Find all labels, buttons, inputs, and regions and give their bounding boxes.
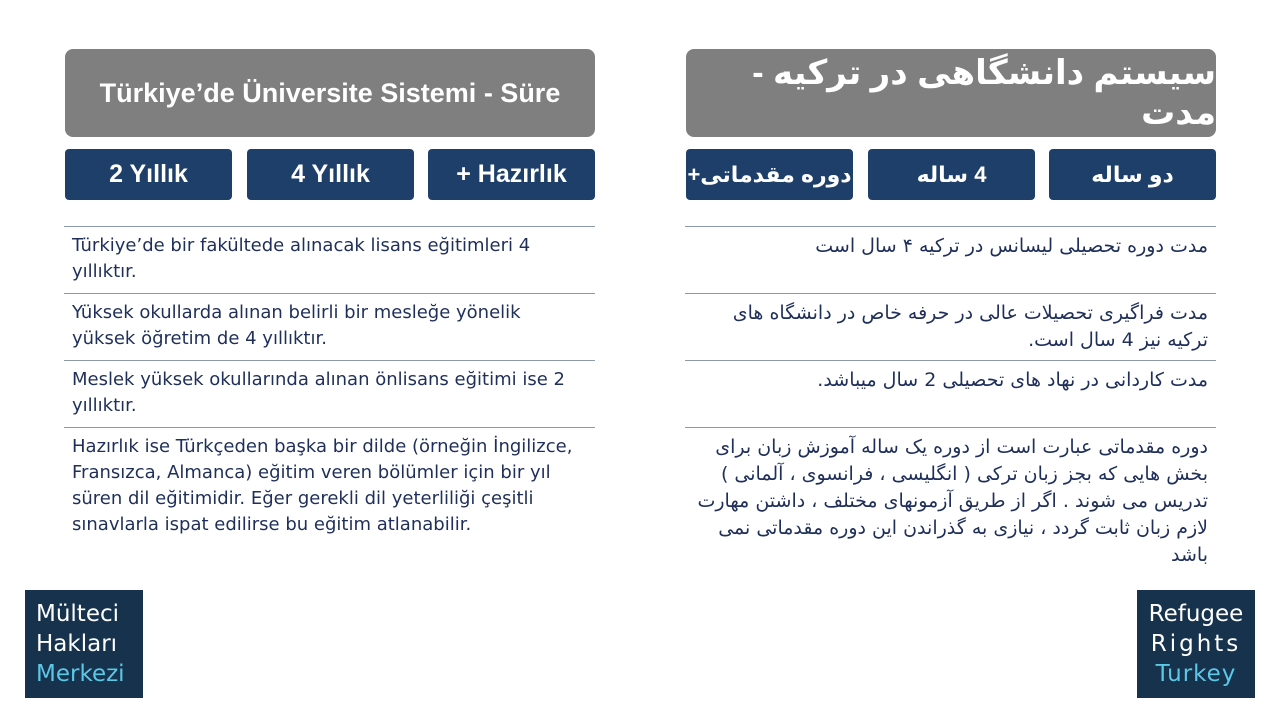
logo-line: Mülteci [36, 601, 120, 627]
tag-4-year: 4 ساله [868, 149, 1035, 200]
tag-2-year: دو ساله [1049, 149, 1216, 200]
table-row: Türkiye’de bir fakültede alınacak lisans eğitimleri 4 yıllıktır. [64, 226, 595, 293]
tag-hazirlik: + Hazırlık [428, 149, 595, 200]
logo-line: Hakları [36, 631, 118, 657]
logo-line: Turkey [1155, 661, 1237, 687]
logo-line: Merkezi [36, 661, 125, 687]
table-turkish [64, 226, 595, 587]
table-row: Meslek yüksek okullarında alınan önlisans eğitimi ise 2 yıllıktır. [64, 360, 595, 427]
title-persian: سیستم دانشگاهی در ترکیه - مدت [686, 49, 1216, 137]
logo-line: Rights [1150, 631, 1242, 657]
table-row: مدت دوره تحصیلی لیسانس در ترکیه ۴ سال است [685, 226, 1216, 293]
table-row: Hazırlık ise Türkçeden başka bir dilde (örneğin İngilizce, Fransızca, Almanca) eğitim veren bölümler için bir yıl süren dil eğitimidir. Eğer gerekli dil yeterliliği çeşitli sınavlarla ispat edilirse bu eğitim atlanabilir. [64, 427, 595, 587]
tag-preparatory: دوره مقدماتی+ [686, 149, 853, 200]
tag-2-yillik: 2 Yıllık [65, 149, 232, 200]
logo-line: Refugee [1148, 601, 1244, 627]
table-row: مدت فراگیری تحصیلات عالی در حرفه خاص در دانشگاه های ترکیه نیز 4 سال است. [685, 293, 1216, 360]
logo-refugee-rights-turkey [1137, 590, 1255, 698]
table-persian [685, 226, 1216, 587]
table-row: مدت کاردانی در نهاد های تحصیلی 2 سال میباشد. [685, 360, 1216, 427]
tag-4-yillik: 4 Yıllık [247, 149, 414, 200]
table-row: دوره مقدماتی عبارت است از دوره یک ساله آموزش زبان برای بخش هایی که بجز زبان ترکی ( انگلیسی ، فرانسوی ، آلمانی ) تدریس می شوند . اگر از طریق آزمونهای مختلف ، داشتن مهارت لازم زبان ثابت گردد ، نیازی به گذراندن این دوره مقدماتی نمی باشد [685, 427, 1216, 587]
table-row: Yüksek okullarda alınan belirli bir mesleğe yönelik yüksek öğretim de 4 yıllıktır. [64, 293, 595, 360]
logo-multeci-haklari-merkezi [25, 590, 143, 698]
title-turkish: Türkiye’de Üniversite Sistemi - Süre [65, 49, 595, 137]
